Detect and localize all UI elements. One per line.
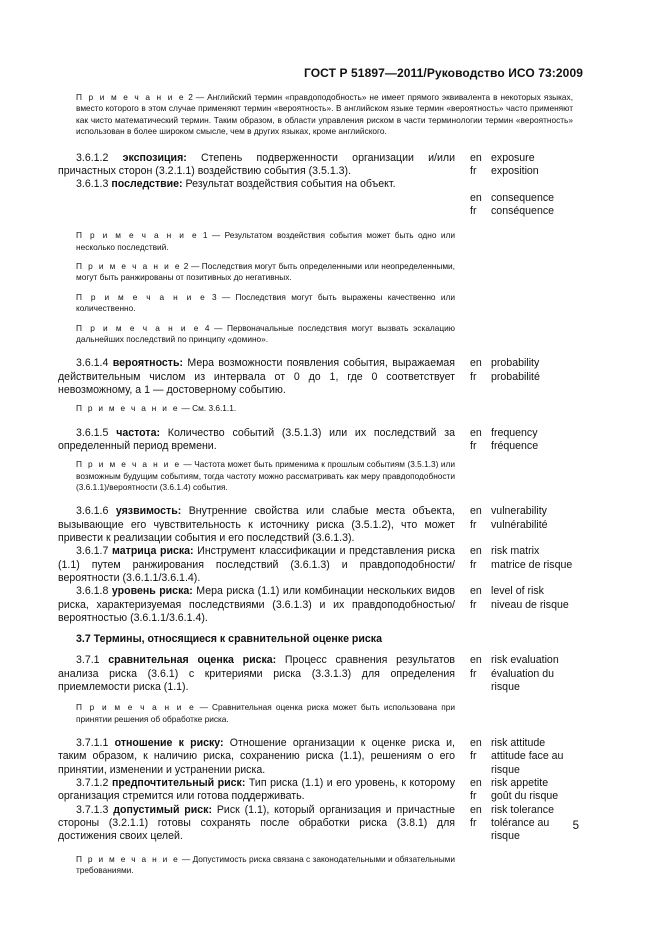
term-entry-frequency: 3.6.1.5 частота: Количество событий (3.5.1.3) или их последствий за определенный период времени. en frequency fr fréquence xyxy=(58,426,539,452)
note-label: П р и м е ч а н и е xyxy=(76,92,186,102)
section-heading: 3.7 Термины, относящиеся к сравнительной оценке риска xyxy=(76,633,382,646)
note: П р и м е ч а н и е — Частота может быть применима к прошлым событиям (3.5.1.3) или возможным будущим событиям, тогда частоту можно рассматривать как меру правдоподобности (3.6.1.1)/вероятности (3.6.1.4) события. xyxy=(76,459,455,493)
note: П р и м е ч а н и е — Допустимость риска связана с законодательными и обязательными требованиями. xyxy=(76,853,456,875)
note: П р и м е ч а н и е — Сравнительная оценка риска может быть использована при принятии решения об обработке риска. xyxy=(76,702,455,724)
page-number: 5 xyxy=(572,820,579,832)
term-equivalents xyxy=(470,192,573,219)
term-equivalents xyxy=(470,152,573,179)
term-entry-risk-evaluation: 3.7.1 сравнительная оценка риска: Процесс сравнения результатов анализа риска (3.6.1) с критериями риска (3.3.1.3) для определения приемлемости риска (1.1). en risk evaluation fr évaluation du risque xyxy=(58,654,559,694)
note: П р и м е ч а н и е 2 — Последствия могут быть определенными или неопределенными, могут быть ранжированы от позитивных до негативных. xyxy=(76,260,455,283)
note: П р и м е ч а н и е 4 — Первоначальные последствия могут вызвать эскалацию дальнейших последствий по принципу «домино». xyxy=(76,322,456,344)
term-title: экспозиция: xyxy=(122,151,187,164)
term-entry-probability: 3.6.1.4 вероятность: Мера возможности появления события, выражаемая действительным числом из интервала от 0 до 1, где 0 соответствует невозможному, а 1 — достоверному событию. en probability fr probabilité xyxy=(58,357,540,396)
note: П р и м е ч а н и е — См. 3.6.1.1. xyxy=(76,403,237,414)
term-entry-risk-attitude: 3.7.1.1 отношение к риску: Отношение организации к оценке риска и, таким образом, к наличию риска, сохранению риска (1.1), решениям о его принятии, изменении и устранении риска. en risk attitude fr attitude face au risque xyxy=(58,737,564,776)
lang-code-fr: fr xyxy=(470,204,477,217)
term-entry-risk-tolerance: 3.7.1.3 допустимый риск: Риск (1.1), который организация и причастные стороны (3.2.1.1) готовы сохранять после обработки риска (3.8.1) для достижения своих целей. en risk tolerance fr tolérance au risque xyxy=(58,803,554,843)
note: П р и м е ч а н и е 1 — Результатом воздействия события может быть одно или несколько последствий. xyxy=(76,230,456,252)
lang-code-fr: fr xyxy=(470,164,477,177)
term-definition: Результат воздействия события на объект. xyxy=(182,178,396,191)
term-number: 3.6.1.3 xyxy=(76,178,109,191)
note xyxy=(58,92,573,138)
term-entry-vulnerability: 3.6.1.6 уязвимость: Внутренние свойства или слабые места объекта, вызывающие его чувствительность к источнику риска (3.5.1.2), что может привести к реализации события и его последствий (3.6.1.3). en vulnerability fr vulnérabilité xyxy=(58,505,548,545)
term-en: exposure xyxy=(491,151,535,164)
term-entry-risk-appetite: 3.7.1.2 предпочтительный риск: Тип риска (1.1) и его уровень, к которому организация стремится или готова поддерживать. en risk appetite fr goût du risque xyxy=(58,777,559,803)
lang-code-en: en xyxy=(470,191,482,204)
term-entry-exposure xyxy=(58,152,573,179)
term-definition: Степень подверженности организации и/или причастных сторон (3.2.1.1) воздействию события (3.5.1.3). xyxy=(58,151,455,177)
page-header: ГОСТ Р 51897—2011/Руководство ИСО 73:2009 xyxy=(303,66,583,80)
note-text: 2 — Английский термин «правдоподобность» не имеет прямого эквивалента в некоторых языках, вместо которого в этом случае применяют термин «вероятность». В английском языке термин «вероятность» часто применяют как чисто математический термин. Таким образом, в области управления риском в части терминологии термин «вероятность» использован в более широком смысле, чем в других языках, кроме английского. xyxy=(76,92,574,137)
note: П р и м е ч а н и е 3 — Последствия могут быть выражены качественно или количественно. xyxy=(76,291,455,314)
term-fr: exposition xyxy=(491,164,539,177)
term-fr: conséquence xyxy=(491,204,555,217)
term-en: consequence xyxy=(491,191,555,204)
lang-code-en: en xyxy=(470,151,482,164)
term-entry-risk-matrix: 3.6.1.7 матрица риска: Инструмент классификации и представления риска (1.1) путем ранжирования последствий (3.6.1.3) и правдоподобности/вероятности (3.6.1.1/3.6.1.4). en risk matrix fr matrice de risque xyxy=(58,545,573,584)
page-content xyxy=(58,92,573,876)
consequence-notes xyxy=(58,230,455,345)
term-title: последствие: xyxy=(111,178,183,191)
term-number: 3.6.1.2 xyxy=(76,151,109,164)
term-entry-level-of-risk: 3.6.1.8 уровень риска: Мера риска (1.1) или комбинации нескольких видов риска, характеризуемая последствиями (3.6.1.3) и их правдоподобностью/вероятностью (3.6.1.1/3.6.1.4). en level of risk fr niveau de risque xyxy=(58,585,569,624)
